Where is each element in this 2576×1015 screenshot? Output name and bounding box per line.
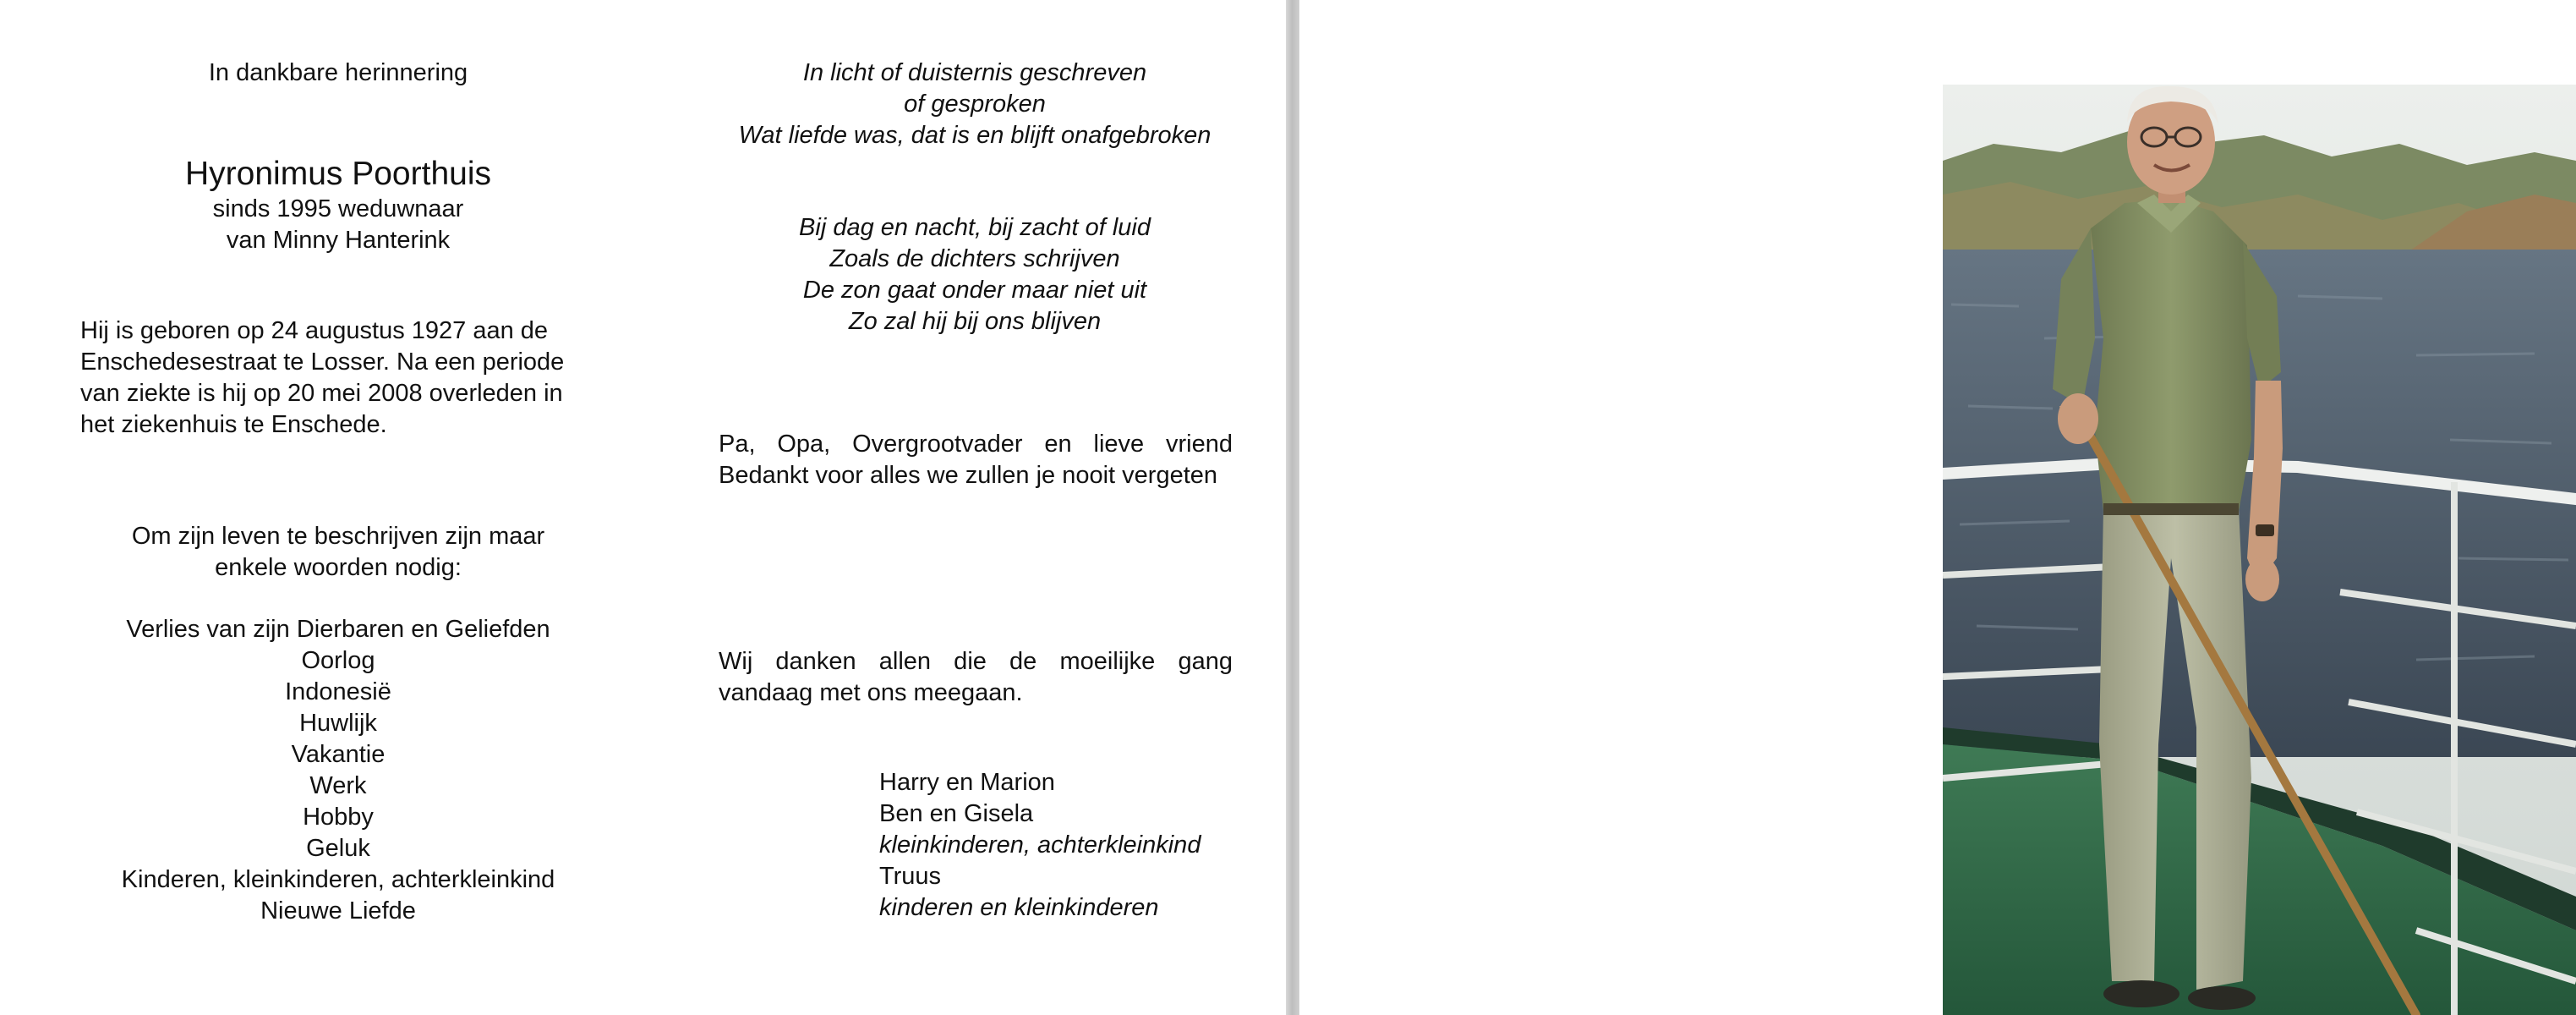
biography-line: het ziekenhuis te Enschede. bbox=[80, 411, 387, 438]
signature-line: Harry en Marion bbox=[879, 769, 1055, 796]
poem-line: of gesproken bbox=[904, 91, 1046, 118]
portrait-photo bbox=[1943, 85, 2576, 1015]
life-keyword: Geluk bbox=[306, 835, 370, 862]
signature-line: kinderen en kleinkinderen bbox=[879, 894, 1159, 921]
life-intro-line: enkele woorden nodig: bbox=[215, 554, 462, 581]
poem-line: In licht of duisternis geschreven bbox=[802, 59, 1147, 86]
life-keyword: Oorlog bbox=[301, 647, 375, 674]
poem-line: De zon gaat onder maar niet uit bbox=[802, 277, 1147, 304]
card-fold-gutter bbox=[1286, 0, 1299, 1015]
life-keyword: Werk bbox=[309, 772, 367, 799]
biography-line: van ziekte is hij op 20 mei 2008 overleden in bbox=[80, 380, 563, 407]
memorial-card-inner-page bbox=[0, 0, 1286, 1015]
deceased-name: Hyronimus Poorthuis bbox=[185, 156, 491, 192]
life-keyword: Huwlijk bbox=[299, 710, 377, 737]
signature-line: kleinkinderen, achterkleinkind bbox=[879, 831, 1201, 859]
signature-line: Ben en Gisela bbox=[879, 800, 1034, 827]
poem-line: Wat liefde was, dat is en blijft onafgebroken bbox=[738, 122, 1211, 149]
biography-paragraph bbox=[80, 315, 621, 441]
poem-line: Zoals de dichters schrijven bbox=[829, 245, 1120, 272]
life-keywords-list bbox=[80, 614, 596, 927]
signatures-block bbox=[879, 767, 1234, 924]
life-keyword: Kinderen, kleinkinderen, achterkleinkind bbox=[121, 866, 555, 893]
life-keyword: Nieuwe Liefde bbox=[260, 897, 416, 924]
life-keyword: Vakantie bbox=[291, 741, 386, 768]
biography-line: Enschedesestraat te Losser. Na een periode bbox=[80, 348, 565, 376]
portrait-photo-image bbox=[1943, 85, 2576, 1015]
dedication-heading: In dankbare herinnering bbox=[208, 59, 468, 86]
spouse-line: van Minny Hanterink bbox=[226, 227, 451, 254]
poem-line: Zo zal hij bij ons blijven bbox=[848, 308, 1102, 335]
life-keyword: Hobby bbox=[303, 804, 374, 831]
life-intro bbox=[80, 521, 596, 584]
life-keyword: Indonesië bbox=[285, 678, 391, 705]
life-intro-line: Om zijn leven te beschrijven zijn maar bbox=[131, 523, 545, 550]
life-keyword: Verlies van zijn Dierbaren en Geliefden bbox=[126, 616, 550, 643]
thanks-message: Wij danken allen die de moeilijke gang vandaag met ons meegaan. bbox=[719, 648, 1233, 706]
poem-verse-1 bbox=[717, 58, 1233, 151]
poem-verse-2 bbox=[717, 212, 1233, 337]
widower-since-line: sinds 1995 weduwnaar bbox=[212, 195, 464, 222]
biography-line: Hij is geboren op 24 augustus 1927 aan de bbox=[80, 317, 549, 344]
farewell-message: Pa, Opa, Overgrootvader en lieve vriend Bedankt voor alles we zullen je nooit vergeten bbox=[719, 431, 1233, 489]
poem-line: Bij dag en nacht, bij zacht of luid bbox=[799, 214, 1151, 241]
signature-line: Truus bbox=[879, 863, 942, 890]
